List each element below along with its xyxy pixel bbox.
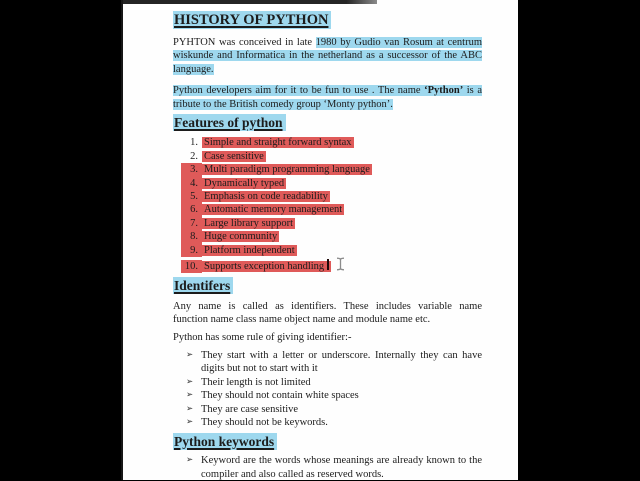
- text-run: Supports exception handling: [204, 260, 325, 272]
- item-number: 8.: [181, 230, 202, 243]
- item-number: 4.: [181, 177, 202, 190]
- item-number: 10.: [181, 260, 202, 273]
- text-run: digits but not to start with it: [201, 363, 318, 375]
- arrowhead-right-icon: ➢: [186, 417, 194, 428]
- text-run: tribute to the British comedy group ‘Monty python’.: [173, 98, 393, 110]
- numbered-item[interactable]: [173, 190, 482, 203]
- text-run: Case sensitive: [204, 150, 264, 162]
- bullet-text: [201, 403, 482, 416]
- bullet-item[interactable]: [173, 403, 482, 416]
- features-heading[interactable]: [173, 114, 482, 132]
- text-run: wiskunde and Informatica in the netherland as a successor of the ABC: [173, 50, 482, 62]
- bullet-item[interactable]: [173, 376, 482, 389]
- bullet-text: [201, 389, 482, 402]
- text-line[interactable]: [201, 389, 482, 402]
- text-run: HISTORY OF PYTHON: [173, 11, 331, 29]
- text-line[interactable]: [173, 300, 482, 313]
- text-run: Identifers: [173, 277, 233, 294]
- bullet-item[interactable]: [173, 454, 482, 481]
- text-run: Large library support: [204, 217, 294, 229]
- text-run: Their length is not limited: [201, 376, 311, 388]
- item-number: 5.: [181, 190, 202, 203]
- item-number: 3.: [181, 163, 202, 176]
- identifier-rules-intro: [173, 331, 482, 344]
- text-run: compiler and also called as reserved words.: [201, 468, 384, 480]
- bullet-text: [201, 349, 482, 376]
- history-title[interactable]: [173, 12, 482, 30]
- numbered-item[interactable]: [173, 217, 482, 230]
- text-run: Features of python: [173, 114, 286, 131]
- arrowhead-right-icon: ➢: [186, 403, 194, 414]
- text-line[interactable]: [201, 349, 482, 362]
- text-run: 1980 by Gudio van Rosum at centrum: [315, 37, 482, 48]
- item-number: 9.: [181, 244, 202, 257]
- text-run: Simple and straight forward syntax: [204, 137, 352, 149]
- bullet-item[interactable]: [173, 416, 482, 429]
- text-line[interactable]: [173, 36, 482, 49]
- numbered-item[interactable]: [173, 163, 482, 176]
- text-line[interactable]: [173, 331, 482, 344]
- text-run: Huge community: [204, 231, 278, 243]
- arrowhead-right-icon: ➢: [186, 350, 194, 361]
- ibeam-text-cursor-icon: [336, 257, 345, 271]
- text-line[interactable]: [173, 313, 482, 326]
- name-origin-paragraph: [173, 84, 482, 111]
- keywords-list: [173, 454, 482, 481]
- text-run: They start with a letter or underscore. Internally they can have: [201, 350, 482, 362]
- bullet-text: [201, 416, 482, 429]
- text-line[interactable]: [201, 403, 482, 416]
- text-run: ‘Python’: [424, 85, 464, 97]
- text-run: Emphasis on code readability: [204, 191, 328, 203]
- numbered-item[interactable]: [173, 244, 482, 257]
- bullet-text: [201, 376, 482, 389]
- identifier-rules-list: [173, 349, 482, 429]
- arrowhead-right-icon: ➢: [186, 376, 194, 387]
- document-content: [173, 0, 482, 481]
- numbered-item[interactable]: [173, 136, 482, 149]
- text-line[interactable]: [201, 416, 482, 429]
- text-run: function name class name object name and module name etc.: [173, 314, 431, 326]
- history-paragraph: [173, 36, 482, 76]
- text-run: They should not contain white spaces: [201, 390, 359, 402]
- numbered-item[interactable]: [173, 203, 482, 216]
- highlighted-text-run: [202, 261, 331, 272]
- text-run: language.: [173, 63, 214, 75]
- numbered-item[interactable]: [173, 230, 482, 243]
- text-line[interactable]: [201, 362, 482, 375]
- text-line[interactable]: [173, 98, 482, 111]
- text-run: Python has some rule of giving identifier:-: [173, 331, 352, 343]
- identifiers-heading[interactable]: [173, 277, 482, 295]
- item-number: 7.: [181, 217, 202, 230]
- text-caret: [327, 259, 329, 270]
- numbered-item[interactable]: [173, 150, 482, 163]
- text-run: Keyword are the words whose meanings are already known to the: [201, 455, 482, 467]
- text-run: They should not be keywords.: [201, 417, 328, 429]
- text-run: Dynamically typed: [204, 177, 285, 189]
- text-line[interactable]: [201, 376, 482, 389]
- text-run: Platform independent: [204, 244, 295, 256]
- identifiers-paragraph: [173, 300, 482, 327]
- bullet-text: [201, 454, 482, 481]
- bullet-item[interactable]: [173, 349, 482, 376]
- features-list: [173, 136, 482, 270]
- text-run: Python developers aim for it to be fun to use . The name: [173, 85, 425, 97]
- text-run: PYHTON was conceived in late: [173, 37, 316, 48]
- item-number: 1.: [190, 137, 198, 149]
- text-run: is a: [463, 85, 482, 97]
- arrowhead-right-icon: ➢: [186, 390, 194, 401]
- document-page: [121, 0, 518, 480]
- text-line[interactable]: [201, 468, 482, 481]
- arrowhead-right-icon: ➢: [186, 455, 194, 466]
- text-line[interactable]: [201, 454, 482, 467]
- numbered-item[interactable]: [173, 257, 482, 270]
- text-line[interactable]: [173, 63, 482, 76]
- text-line[interactable]: [173, 84, 482, 97]
- text-run: They are case sensitive: [201, 403, 299, 415]
- text-line[interactable]: [173, 49, 482, 62]
- item-number: 2.: [190, 150, 198, 162]
- bullet-item[interactable]: [173, 389, 482, 402]
- text-run: Any name is called as identifiers. These includes variable name: [173, 300, 482, 312]
- text-run: Python keywords: [173, 433, 277, 450]
- keywords-heading[interactable]: [173, 433, 482, 451]
- text-run: Automatic memory management: [204, 204, 343, 216]
- text-run: Multi paradigm programming language: [204, 164, 370, 176]
- numbered-item[interactable]: [173, 177, 482, 190]
- item-number: 6.: [181, 203, 202, 216]
